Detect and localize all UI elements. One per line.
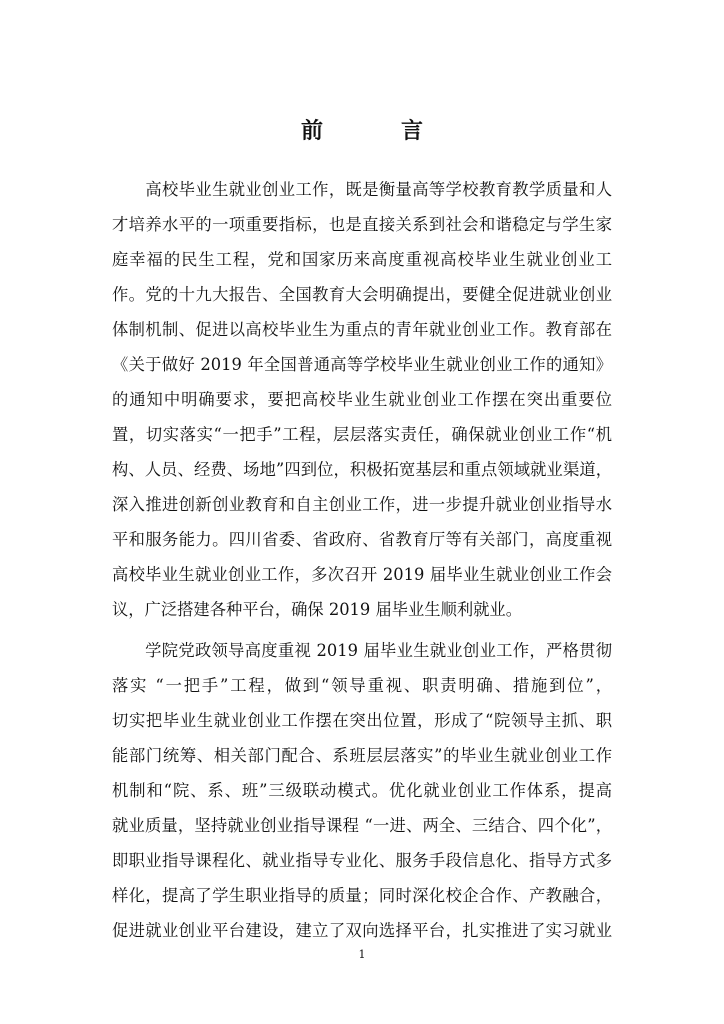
- paragraph-line: 庭幸福的民生工程，党和国家历来高度重视高校毕业生就业创业工: [112, 250, 612, 269]
- paragraph-line: 才培养水平的一项重要指标，也是直接关系到社会和谐稳定与学生家: [112, 215, 612, 234]
- page-number: 1: [358, 948, 366, 961]
- paragraph-line: 能部门统筹、相关部门配合、系班层层落实”的毕业生就业创业工作: [112, 746, 612, 765]
- paragraph-line: 促进就业创业平台建设，建立了双向选择平台，扎实推进了实习就业: [112, 921, 612, 940]
- paragraph-line: 学院党政领导高度重视 2019 届毕业生就业创业工作，严格贯彻: [112, 641, 612, 660]
- paragraph-line: 的通知中明确要求，要把高校毕业生就业创业工作摆在突出重要位: [112, 390, 612, 409]
- paragraph-line: 高校毕业生就业创业工作，既是衡量高等学校教育教学质量和人: [112, 180, 612, 199]
- paragraph-line: 落实 “一把手”工程，做到“领导重视、职责明确、措施到位”，: [112, 676, 612, 695]
- paragraph-line: 样化，提高了学生职业指导的质量；同时深化校企合作、产教融合，: [112, 886, 612, 905]
- paragraph-line: 高校毕业生就业创业工作，多次召开 2019 届毕业生就业创业工作会: [112, 565, 612, 584]
- page-title: 前 言: [300, 119, 451, 144]
- paragraph-line: 切实把毕业生就业创业工作摆在突出位置，形成了“院领导主抓、职: [112, 711, 612, 730]
- paragraph-line: 《关于做好 2019 年全国普通高等学校毕业生就业创业工作的通知》: [112, 355, 612, 374]
- paragraph-line: 构、人员、经费、场地”四到位，积极拓宽基层和重点领域就业渠道，: [112, 460, 612, 479]
- paragraph-line: 即职业指导课程化、就业指导专业化、服务手段信息化、指导方式多: [112, 851, 612, 870]
- paragraph-line: 深入推进创新创业教育和自主创业工作，进一步提升就业创业指导水: [112, 495, 612, 514]
- paragraph-line: 议，广泛搭建各种平台，确保 2019 届毕业生顺利就业。: [112, 600, 522, 619]
- paragraph-line: 平和服务能力。四川省委、省政府、省教育厅等有关部门，高度重视: [112, 530, 612, 549]
- paragraph-line: 体制机制、促进以高校毕业生为重点的青年就业创业工作。教育部在: [112, 320, 612, 339]
- paragraph-line: 就业质量，坚持就业创业指导课程 “一进、两全、三结合、四个化”，: [112, 816, 612, 835]
- paragraph-line: 作。党的十九大报告、全国教育大会明确提出，要健全促进就业创业: [112, 285, 612, 304]
- paragraph-line: 机制和“院、系、班”三级联动模式。优化就业创业工作体系，提高: [112, 781, 612, 800]
- paragraph-line: 置，切实落实“一把手”工程，层层落实责任，确保就业创业工作“机: [112, 425, 612, 444]
